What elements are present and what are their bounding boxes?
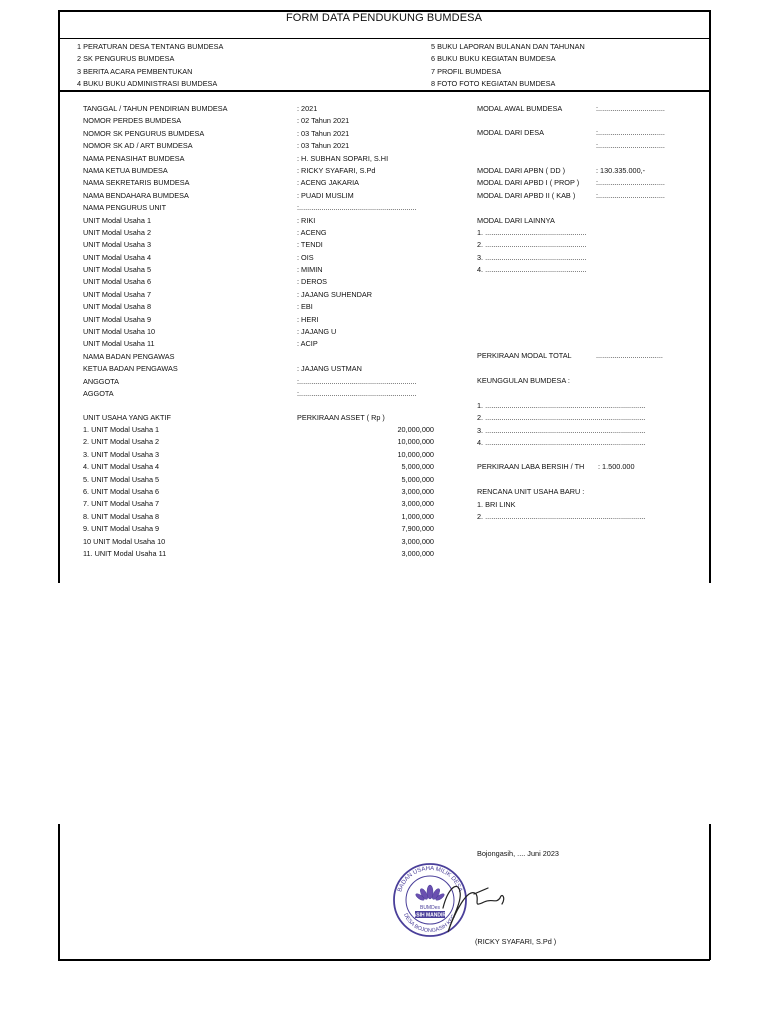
list-item: 4. ............................................................................... <box>477 438 646 448</box>
asset-value: 3,000,000 <box>401 536 434 546</box>
field-value: : MIMIN <box>297 265 323 275</box>
table-row: 9. UNIT Modal Usaha 9 <box>83 524 160 534</box>
documents-list-right <box>431 41 585 91</box>
field-label: UNIT Modal Usaha 9 <box>83 314 151 324</box>
table-row: 4. UNIT Modal Usaha 4 <box>83 462 160 472</box>
field-value: : ACIP <box>297 339 318 349</box>
field-value: : RIKI <box>297 215 316 225</box>
assets-header-left: UNIT USAHA YANG AKTIF <box>83 413 171 422</box>
list-item: 1. BRI LINK <box>477 500 516 509</box>
asset-value: 10,000,000 <box>397 437 434 447</box>
keunggulan-list <box>477 400 645 450</box>
field-value: : JAJANG USTMAN <box>297 364 362 374</box>
document-item: 1 PERATURAN DESA TENTANG BUMDESA <box>77 42 224 51</box>
assets-names <box>83 424 166 560</box>
field-label: AGGOTA <box>83 388 114 398</box>
asset-value: 5,000,000 <box>401 462 434 472</box>
modal-apbn-value: : 130.335.000,- <box>596 166 646 175</box>
modal-apbd1-label: MODAL DARI APBD I ( PROP ) <box>477 178 580 187</box>
field-label: NAMA BADAN PENGAWAS <box>83 351 175 361</box>
field-label: UNIT Modal Usaha 1 <box>83 215 151 225</box>
stamp-bottom-text: DESA BOJONGASIH KEC. <box>402 912 458 935</box>
field-label: NOMOR SK AD / ART BUMDESA <box>83 141 193 151</box>
list-item: 3. ............................................................................... <box>477 425 646 435</box>
asset-value: 20,000,000 <box>397 425 434 434</box>
field-label: UNIT Modal Usaha 10 <box>83 327 156 337</box>
signature-name: (RICKY SYAFARI, S.Pd ) <box>475 937 557 946</box>
frame-right-border-lower <box>709 824 711 960</box>
field-label: UNIT Modal Usaha 6 <box>83 277 151 287</box>
laba-value: : 1.500.000 <box>598 462 635 471</box>
field-label: UNIT Modal Usaha 5 <box>83 265 151 275</box>
list-item: 4. .................................................. <box>477 265 587 275</box>
list-item: 2. ............................................................................... <box>477 512 646 522</box>
document-item: 5 BUKU LAPORAN BULANAN DAN TAHUNAN <box>431 42 585 51</box>
modal-desa-value-2: :................................. <box>596 141 665 150</box>
assets-values <box>354 424 434 560</box>
list-item: 1. .................................................. <box>477 228 587 237</box>
document-item: 3 BERITA ACARA PEMBENTUKAN <box>77 66 193 76</box>
modal-lainnya-label: MODAL DARI LAINNYA <box>477 216 555 225</box>
field-label: UNIT Modal Usaha 7 <box>83 289 151 299</box>
field-value: : 03 Tahun 2021 <box>297 141 350 151</box>
field-value: : 02 Tahun 2021 <box>297 116 350 126</box>
table-row: 2. UNIT Modal Usaha 2 <box>83 437 160 447</box>
field-label: TANGGAL / TAHUN PENDIRIAN BUMDESA <box>83 104 228 113</box>
table-row: 6. UNIT Modal Usaha 6 <box>83 486 160 496</box>
document-item: 7 PROFIL BUMDESA <box>431 66 502 76</box>
field-labels <box>83 103 227 400</box>
field-label: NAMA PENASIHAT BUMDESA <box>83 153 185 163</box>
field-value: : DEROS <box>297 277 328 287</box>
modal-apbn-label: MODAL DARI APBN ( DD ) <box>477 166 566 175</box>
field-label: UNIT Modal Usaha 8 <box>83 302 151 312</box>
asset-value: 10,000,000 <box>397 449 434 459</box>
table-row: 7. UNIT Modal Usaha 7 <box>83 499 160 509</box>
document-item: 2 SK PENGURUS BUMDESA <box>77 54 175 64</box>
frame-right-border <box>709 10 711 583</box>
keunggulan-label: KEUNGGULAN BUMDESA : <box>477 376 570 385</box>
field-value: : TENDI <box>297 240 323 250</box>
field-value: : OIS <box>297 252 314 262</box>
field-label: UNIT Modal Usaha 4 <box>83 252 151 262</box>
table-row: 3. UNIT Modal Usaha 3 <box>83 449 160 459</box>
modal-apbd1-value: :................................. <box>596 178 665 187</box>
frame-bottom-border <box>58 959 710 961</box>
asset-value: 5,000,000 <box>401 474 434 484</box>
field-label: NOMOR SK PENGURUS BUMDESA <box>83 128 205 138</box>
field-label: UNIT Modal Usaha 3 <box>83 240 151 250</box>
field-label: KETUA BADAN PENGAWAS <box>83 364 178 374</box>
field-values <box>297 103 417 400</box>
table-row: 10 UNIT Modal Usaha 10 <box>83 536 166 546</box>
field-value <box>297 351 417 363</box>
title-divider <box>58 38 710 39</box>
asset-value: 7,900,000 <box>401 524 434 534</box>
list-item: 3. .................................................. <box>477 252 587 262</box>
table-row: 8. UNIT Modal Usaha 8 <box>83 511 160 521</box>
table-row: 1. UNIT Modal Usaha 1 <box>83 425 160 434</box>
signature-place-date: Bojongasih, .... Juni 2023 <box>477 849 559 858</box>
asset-value: 3,000,000 <box>401 486 434 496</box>
modal-awal-label: MODAL AWAL BUMDESA <box>477 104 563 113</box>
asset-value: 3,000,000 <box>401 548 434 558</box>
list-item: 2. ............................................................................... <box>477 413 646 423</box>
document-item: 8 FOTO FOTO KEGIATAN BUMDESA <box>431 79 556 89</box>
stamp-and-signature <box>388 858 508 943</box>
field-value: : JAJANG U <box>297 327 337 337</box>
field-value: : EBI <box>297 302 313 312</box>
field-value: : HERI <box>297 314 319 324</box>
document-item: 6 BUKU BUKU KEGIATAN BUMDESA <box>431 54 556 64</box>
laba-label: PERKIRAAN LABA BERSIH / TH <box>477 462 585 471</box>
field-value: : H. SUBHAN SOPARI, S.HI <box>297 153 389 163</box>
field-value: : 03 Tahun 2021 <box>297 128 350 138</box>
field-label: ANGGOTA <box>83 376 119 386</box>
modal-total-value: ................................. <box>596 351 663 360</box>
modal-desa-label: MODAL DARI DESA <box>477 128 545 137</box>
frame-left-border-lower <box>58 824 60 960</box>
field-label: UNIT Modal Usaha 2 <box>83 227 151 237</box>
field-value: :.......................................................... <box>297 388 417 398</box>
rencana-label: RENCANA UNIT USAHA BARU : <box>477 487 585 496</box>
field-value: :.......................................................... <box>297 376 417 386</box>
asset-value: 3,000,000 <box>401 499 434 509</box>
list-item: 1. ............................................................................... <box>477 401 646 410</box>
modal-desa-value: :................................. <box>596 128 665 137</box>
field-label: NAMA BENDAHARA BUMDESA <box>83 190 189 200</box>
document-item: 4 BUKU BUKU ADMINISTRASI BUMDESA <box>77 79 218 89</box>
field-label: NAMA KETUA BUMDESA <box>83 165 168 175</box>
page-title: FORM DATA PENDUKUNG BUMDESA <box>285 12 483 24</box>
stamp-center-text-2: ASIH MANDIRI <box>412 912 448 919</box>
rencana-list <box>477 499 645 524</box>
field-label: NOMOR PERDES BUMDESA <box>83 116 182 126</box>
stamp-center-text-1: BUMDes <box>419 905 441 911</box>
modal-apbd2-value: :................................. <box>596 191 665 200</box>
field-label: NAMA SEKRETARIS BUMDESA <box>83 178 190 188</box>
field-label: NAMA PENGURUS UNIT <box>83 203 167 213</box>
asset-value: 1,000,000 <box>401 511 434 521</box>
table-row: 5. UNIT Modal Usaha 5 <box>83 474 160 484</box>
assets-header-right: PERKIRAAN ASSET ( Rp ) <box>297 413 385 422</box>
modal-lainnya-list <box>477 227 586 277</box>
field-value: : JAJANG SUHENDAR <box>297 289 373 299</box>
modal-awal-value: :................................. <box>596 104 665 113</box>
documents-list-left <box>77 41 223 91</box>
table-row: 11. UNIT Modal Usaha 11 <box>83 548 167 558</box>
field-value: : PUADI MUSLIM <box>297 190 354 200</box>
modal-apbd2-label: MODAL DARI APBD II ( KAB ) <box>477 191 576 200</box>
list-item: 2. .................................................. <box>477 240 587 250</box>
stamp-seal-icon <box>388 858 508 943</box>
field-value: :.......................................................... <box>297 203 417 213</box>
field-value: : ACENG JAKARIA <box>297 178 360 188</box>
field-value: : 2021 <box>297 104 318 113</box>
stamp-top-text: BADAN USAHA MILIK DESA <box>397 865 463 893</box>
modal-total-label: PERKIRAAN MODAL TOTAL <box>477 351 572 360</box>
frame-left-border <box>58 10 60 583</box>
field-value: : RICKY SYAFARI, S.Pd <box>297 165 376 175</box>
field-label: UNIT Modal Usaha 11 <box>83 339 155 349</box>
field-value: : ACENG <box>297 227 327 237</box>
